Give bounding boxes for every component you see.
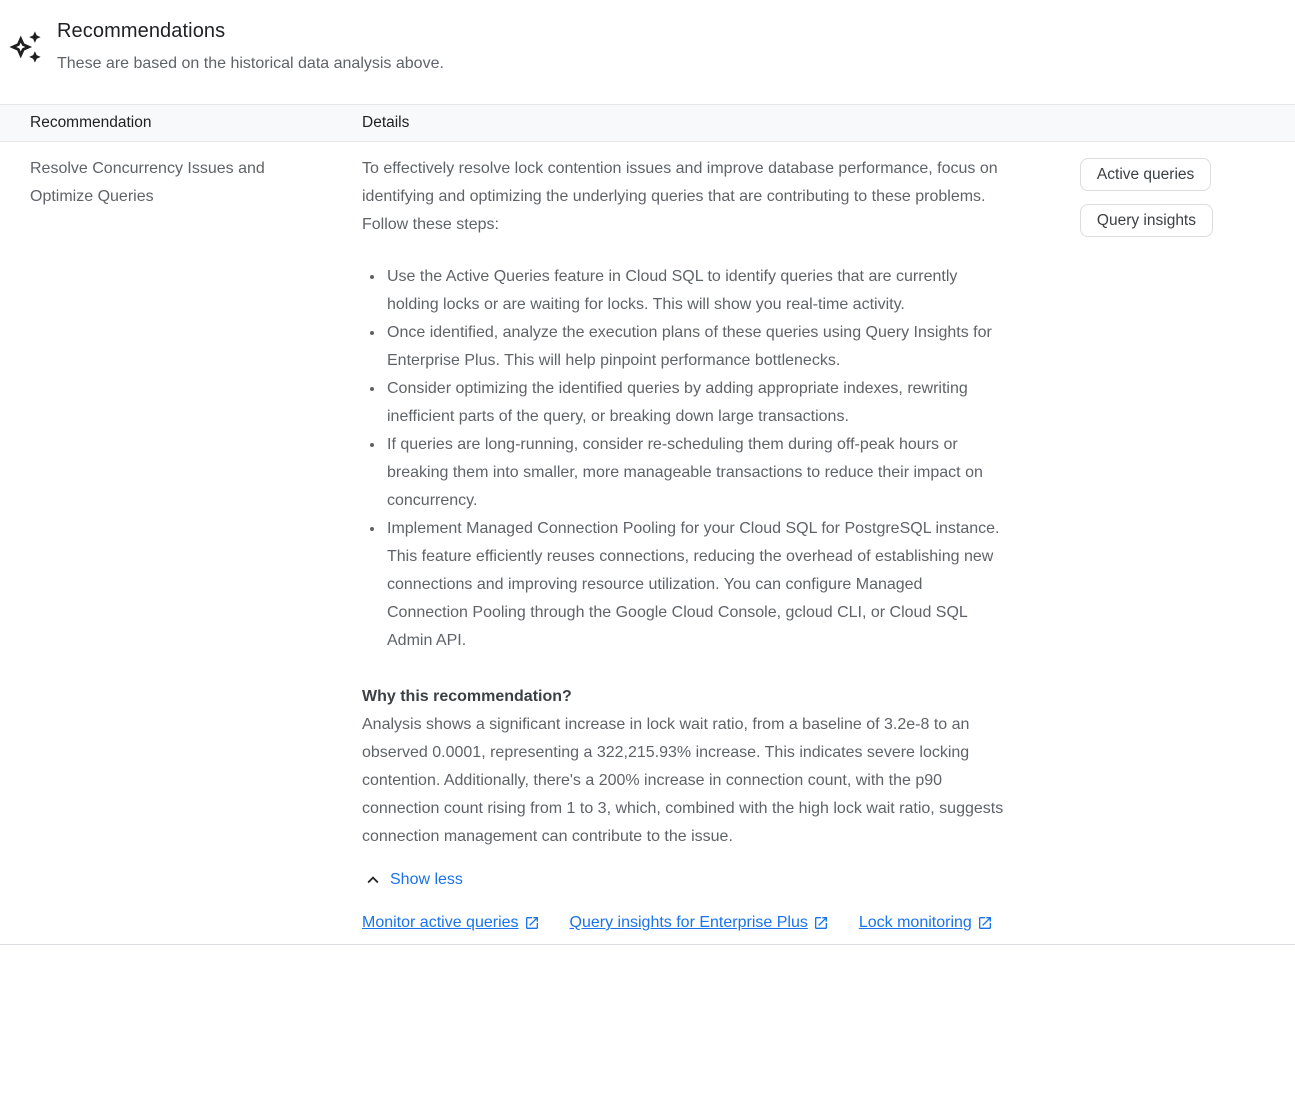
column-header-details: Details (362, 114, 410, 131)
detail-bullet: • If queries are long-running, consider re-scheduling them during off-peak hours or breaking them into smaller, more manageable transactions to reduce their impact on concurrency. (385, 431, 1006, 515)
recommendation-title-cell: Resolve Concurrency Issues and Optimize Queries (30, 160, 265, 205)
recommendations-header (0, 0, 1295, 75)
detail-bullet: • Consider optimizing the identified queries by adding appropriate indexes, rewriting inefficient parts of the query, or breaking down large transactions. (385, 375, 1006, 431)
action-chips (1080, 155, 1213, 237)
column-header-recommendation: Recommendation (30, 114, 152, 131)
link-label: Lock monitoring (858, 914, 972, 931)
page-subtitle: These are based on the historical data analysis above. (57, 55, 444, 72)
why-recommendation-heading: Why this recommendation? (362, 688, 572, 705)
documentation-links (362, 912, 1006, 934)
gemini-sparkle-icon (8, 30, 44, 66)
open-in-new-icon (813, 915, 829, 931)
detail-bullet: • Use the Active Queries feature in Cloud SQL to identify queries that are currently holding locks or are waiting for locks. This will show you real-time activity. (385, 263, 1006, 319)
link-monitor-active-queries[interactable] (362, 912, 540, 934)
open-in-new-icon (977, 915, 993, 931)
table-row (0, 142, 1295, 945)
detail-bullet: • Once identified, analyze the execution plans of these queries using Query Insights for Enterprise Plus. This will help pinpoint performance bottlenecks. (385, 319, 1006, 375)
chevron-up-icon (362, 869, 384, 891)
link-lock-monitoring[interactable] (859, 912, 993, 934)
link-label: Monitor active queries (362, 914, 519, 931)
query-insights-chip[interactable]: Query insights (1080, 204, 1213, 237)
link-query-insights-enterprise-plus[interactable] (570, 912, 829, 934)
table-header-row (0, 104, 1295, 142)
details-cell (362, 142, 1295, 934)
link-label: Query insights for Enterprise Plus (569, 914, 808, 931)
active-queries-chip[interactable]: Active queries (1080, 158, 1211, 191)
why-recommendation-text: Analysis shows a significant increase in lock wait ratio, from a baseline of 3.2e-8 to an observed 0.0001, representing a 322,215.93% increase. This indicates severe locking contention. Additionally, there's a 200% increase in connection count, with the p90 connection count rising from 1 to 3, which, combined with the high lock wait ratio, suggests connection management can contribute to the issue. (362, 716, 1004, 845)
details-bullet-list (362, 263, 1006, 655)
header-text (57, 18, 444, 75)
show-less-button[interactable] (362, 869, 463, 891)
details-content (362, 155, 1006, 934)
page-title: Recommendations (57, 20, 226, 42)
recommendations-table (0, 104, 1295, 945)
details-intro: To effectively resolve lock contention issues and improve database performance, focus on identifying and optimizing the underlying queries that are contributing to these problems. Follow these steps: (362, 160, 998, 233)
show-less-label: Show less (390, 871, 463, 888)
open-in-new-icon (524, 915, 540, 931)
detail-bullet: • Implement Managed Connection Pooling for your Cloud SQL for PostgreSQL instance. This feature efficiently reuses connections, reducing the overhead of establishing new connections and improving resource utilization. You can configure Managed Connection Pooling through the Google Cloud Console, gcloud CLI, or Cloud SQL Admin API. (385, 515, 1006, 655)
